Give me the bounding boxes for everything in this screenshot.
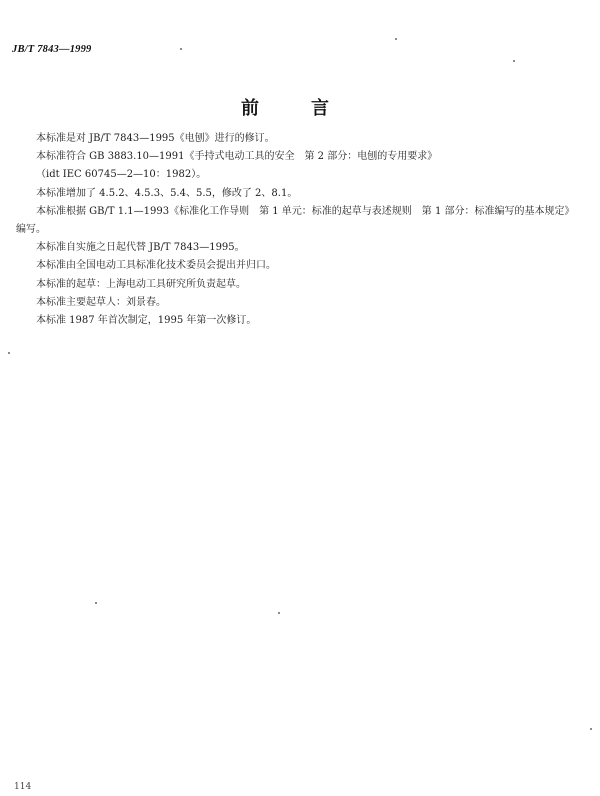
scan-speck [513, 60, 515, 62]
scan-speck [395, 38, 397, 40]
scan-speck [95, 602, 97, 604]
paragraph-conformity: 本标准符合 GB 3883.10—1991《手持式电动工具的安全 第 2 部分：电刨的专用要求》 [36, 151, 438, 163]
standard-code-header: JB/T 7843—1999 [12, 44, 92, 55]
page-number: 114 [14, 782, 32, 792]
scan-speck [590, 728, 592, 730]
scan-speck [180, 48, 182, 50]
paragraph-history: 本标准 1987 年首次制定，1995 年第一次修订。 [36, 315, 257, 327]
title-char-2: 言 [311, 98, 329, 119]
paragraph-idt-reference: （idt IEC 60745—2—10：1982）。 [36, 169, 207, 181]
paragraph-replacement: 本标准自实施之日起代替 JB/T 7843—1995。 [36, 242, 245, 254]
paragraph-drafting-unit: 本标准的起草：上海电动工具研究所负责起草。 [36, 278, 246, 290]
paragraph-proposer: 本标准由全国电动工具标准化技术委员会提出并归口。 [36, 260, 276, 272]
paragraph-drafting-basis: 本标准根据 GB/T 1.1—1993《标准化工作导则 第 1 单元：标准的起草与表述规则 第 1 部分：标准编写的基本规定》编写。 [16, 205, 575, 236]
paragraph-drafters: 本标准主要起草人：刘景春。 [36, 296, 166, 308]
scan-speck [8, 352, 10, 354]
paragraph-revision: 本标准是对 JB/T 7843—1995《电刨》进行的修订。 [36, 133, 275, 144]
paragraph-changes: 本标准增加了 4.5.2、4.5.3、5.4、5.5，修改了 2、8.1。 [36, 187, 298, 199]
scan-speck [278, 612, 280, 614]
foreword-body [16, 130, 576, 330]
title-char-1: 前 [241, 98, 259, 119]
